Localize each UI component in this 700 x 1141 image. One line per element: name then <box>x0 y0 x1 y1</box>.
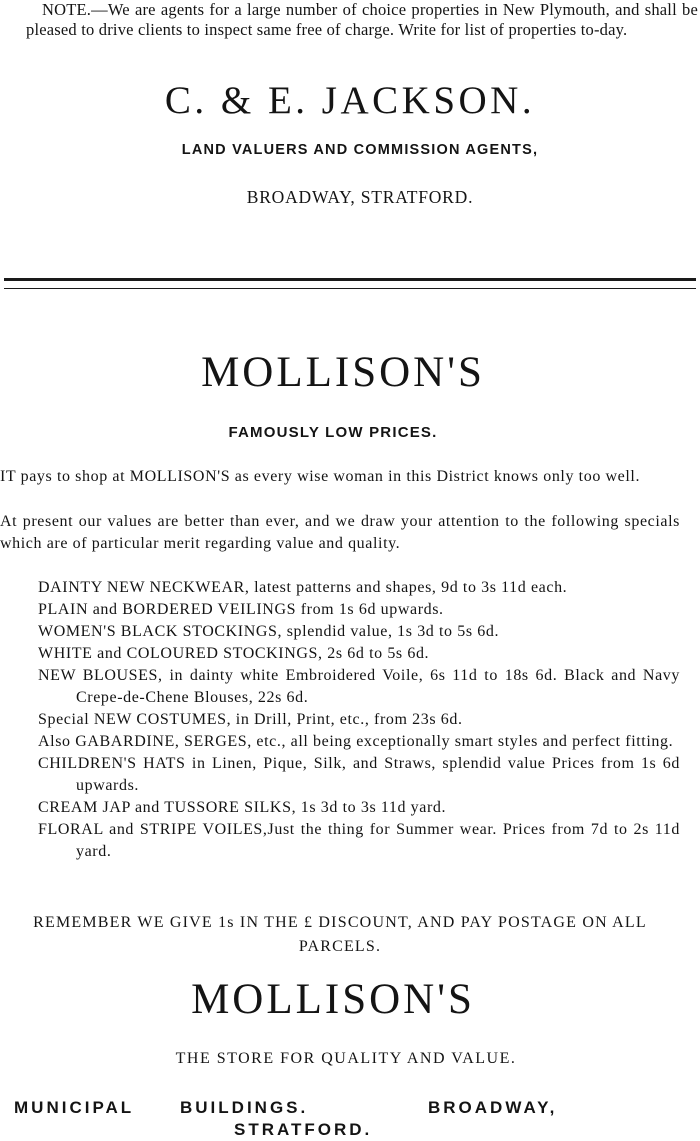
mollison-subtitle: FAMOUSLY LOW PRICES. <box>228 424 438 441</box>
list-item: Also GABARDINE, SERGES, etc., all being exceptionally smart styles and perfect fitting. <box>38 733 674 750</box>
mollison-tagline: THE STORE FOR QUALITY AND VALUE. <box>175 1050 517 1067</box>
mollison-intro-1: IT pays to shop at MOLLISON'S as every wise woman in this District knows only too well. <box>0 468 641 485</box>
list-item: FLORAL and STRIPE VOILES,Just the thing for Summer wear. Prices from 7d to 2s 11d yard. <box>38 821 680 860</box>
list-item: DAINTY NEW NECKWEAR, latest patterns and shapes, 9d to 3s 11d each. <box>38 579 568 596</box>
specials-list <box>0 577 680 863</box>
mollison-title: MOLLISON'S <box>201 349 485 396</box>
mollison-address-broadway: BROADWAY, <box>428 1098 558 1117</box>
divider-thin <box>4 288 696 289</box>
list-item: PLAIN and BORDERED VEILINGS from 1s 6d upwards. <box>38 601 444 618</box>
jackson-description: LAND VALUERS AND COMMISSION AGENTS, <box>181 142 539 158</box>
mollison-intro-2: At present our values are better than ever, and we draw your attention to the following specials which are of particular merit regarding value and quality. <box>0 513 680 552</box>
mollison-address-municipal: MUNICIPAL <box>14 1098 135 1117</box>
jackson-note: NOTE.—We are agents for a large number of choice properties in New Plymouth, and shall be pleased to drive clients to inspect same free of charge. Write for list of properties to-day. <box>26 0 698 39</box>
mollison-address-buildings: BUILDINGS. <box>180 1098 309 1117</box>
list-item: WOMEN'S BLACK STOCKINGS, splendid value, 1s 3d to 5s 6d. <box>38 623 500 640</box>
list-item: WHITE and COLOURED STOCKINGS, 2s 6d to 5s 6d. <box>38 645 430 662</box>
jackson-address: BROADWAY, STRATFORD. <box>246 187 474 207</box>
mollison-address-stratford: STRATFORD. <box>234 1120 373 1139</box>
list-item: Special NEW COSTUMES, in Drill, Print, etc., from 23s 6d. <box>38 711 463 728</box>
list-item: NEW BLOUSES, in dainty white Embroidered Voile, 6s 11d to 18s 6d. Black and Navy Crepe-de-Chene Blouses, 22s 6d. <box>38 667 680 706</box>
list-item: CHILDREN'S HATS in Linen, Pique, Silk, and Straws, splendid value Prices from 1s 6d upwards. <box>38 755 680 794</box>
jackson-title: C. & E. JACKSON. <box>164 79 536 122</box>
discount-notice: REMEMBER WE GIVE 1s IN THE £ DISCOUNT, AND PAY POSTAGE ON ALL PARCELS. <box>33 914 647 955</box>
divider-thick <box>4 278 696 281</box>
list-item: CREAM JAP and TUSSORE SILKS, 1s 3d to 3s 11d yard. <box>38 799 447 816</box>
mollison-title-bottom: MOLLISON'S <box>191 976 475 1023</box>
